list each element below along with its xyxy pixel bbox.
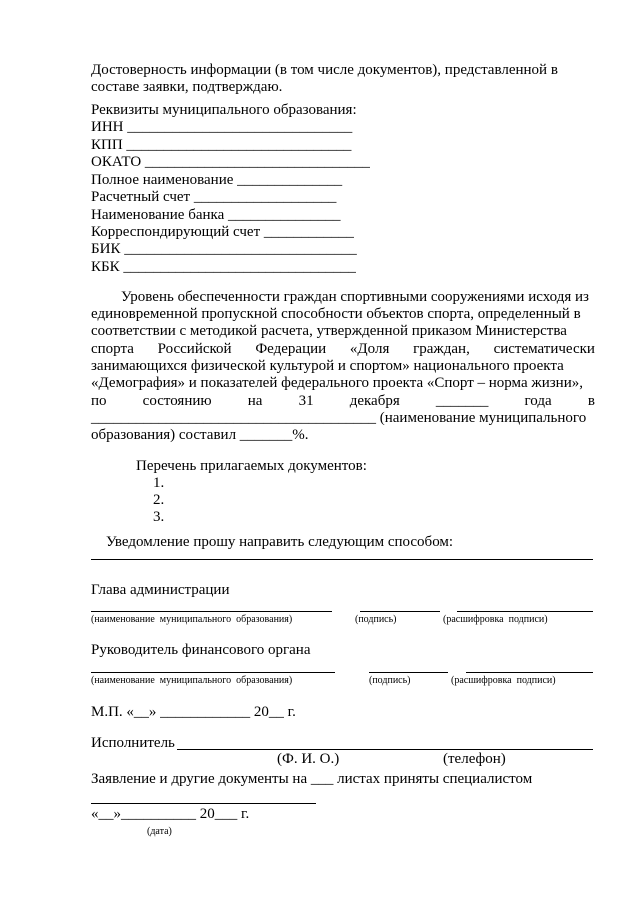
head-admin-caption-decode: (расшифровка подписи) [443, 614, 548, 625]
attachment-item-2: 2. [153, 492, 165, 508]
paragraph-word: «Доля [349, 341, 390, 357]
requisite-corr-account: Корреспондирующий счет ____________ [91, 224, 354, 240]
paragraph-word: состоянию [142, 393, 212, 409]
fin-head-caption-name: (наименование муниципального образования) [91, 675, 293, 686]
paragraph-word: _______ [435, 393, 489, 409]
paragraph-word: на [247, 393, 263, 409]
paragraph-word: года [524, 393, 552, 409]
executor-label: Исполнитель [91, 735, 175, 751]
executor-fill-line [177, 749, 593, 750]
attachments-heading: Перечень прилагаемых документов: [136, 458, 367, 474]
paragraph-word: декабря [349, 393, 400, 409]
requisite-bik: БИК _______________________________ [91, 241, 357, 257]
attachment-item-3: 3. [153, 509, 165, 525]
head-admin-caption-name: (наименование муниципального образования) [91, 614, 293, 625]
paragraph-line-1: Уровень обеспеченности граждан спортивными сооружениями исходя из [121, 289, 589, 305]
paragraph-line-4 [91, 341, 595, 358]
head-admin-title: Глава администрации [91, 582, 230, 598]
requisite-full-name: Полное наименование ______________ [91, 172, 343, 188]
paragraph-word: по [91, 393, 107, 409]
paragraph-line-5: занимающихся физической культурой и спортом» национального проекта [91, 358, 564, 374]
paragraph-line-9: образования) составил _______%. [91, 427, 309, 443]
paragraph-line-3: соответствии с методикой расчета, утвержденной приказом Министерства [91, 323, 567, 339]
received-specialist-line [91, 803, 316, 804]
received-line: Заявление и другие документы на ___ листах приняты специалистом [91, 771, 533, 787]
notification-fill-line [91, 559, 593, 560]
executor-caption-phone: (телефон) [443, 751, 506, 767]
paragraph-word: спорта [91, 341, 134, 357]
stamp-date-line: М.П. «__» ____________ 20__ г. [91, 704, 296, 720]
requisite-bank: Наименование банка _______________ [91, 207, 341, 223]
executor-caption-fio: (Ф. И. О.) [277, 751, 340, 767]
requisite-account: Расчетный счет ___________________ [91, 189, 337, 205]
notification-label: Уведомление прошу направить следующим способом: [106, 534, 454, 550]
head-admin-name-line [91, 611, 332, 612]
head-admin-decode-line [457, 611, 593, 612]
requisite-okato: ОКАТО ______________________________ [91, 154, 370, 170]
head-admin-caption-sign: (подпись) [355, 614, 397, 625]
confirm-line-2: составе заявки, подтверждаю. [91, 79, 283, 95]
fin-head-sign-line [369, 672, 448, 673]
received-date-caption: (дата) [147, 826, 172, 837]
paragraph-line-7 [91, 393, 595, 410]
paragraph-word: систематически [493, 341, 595, 357]
requisite-inn: ИНН ______________________________ [91, 119, 353, 135]
confirm-line-1: Достоверность информации (в том числе документов), представленной в [91, 62, 558, 78]
paragraph-line-6: «Демография» и показателей федерального проекта «Спорт – норма жизни», [91, 375, 583, 391]
paragraph-line-2: единовременной пропускной способности объектов спорта, определенный в [91, 306, 581, 322]
fin-head-title: Руководитель финансового органа [91, 642, 311, 658]
head-admin-sign-line [360, 611, 440, 612]
fin-head-caption-sign: (подпись) [369, 675, 411, 686]
attachment-item-1: 1. [153, 475, 165, 491]
paragraph-line-8: ______________________________________ (наименование муниципального [91, 410, 587, 426]
requisites-heading: Реквизиты муниципального образования: [91, 102, 357, 118]
paragraph-word: Федерации [255, 341, 327, 357]
paragraph-word: 31 [298, 393, 314, 409]
received-date-line: «__»__________ 20___ г. [91, 806, 250, 822]
paragraph-word: в [587, 393, 595, 409]
fin-head-caption-decode: (расшифровка подписи) [451, 675, 556, 686]
fin-head-name-line [91, 672, 335, 673]
paragraph-word: граждан, [413, 341, 470, 357]
paragraph-word: Российской [157, 341, 232, 357]
requisite-kpp: КПП ______________________________ [91, 137, 352, 153]
requisite-kbk: КБК _______________________________ [91, 259, 356, 275]
fin-head-decode-line [466, 672, 593, 673]
